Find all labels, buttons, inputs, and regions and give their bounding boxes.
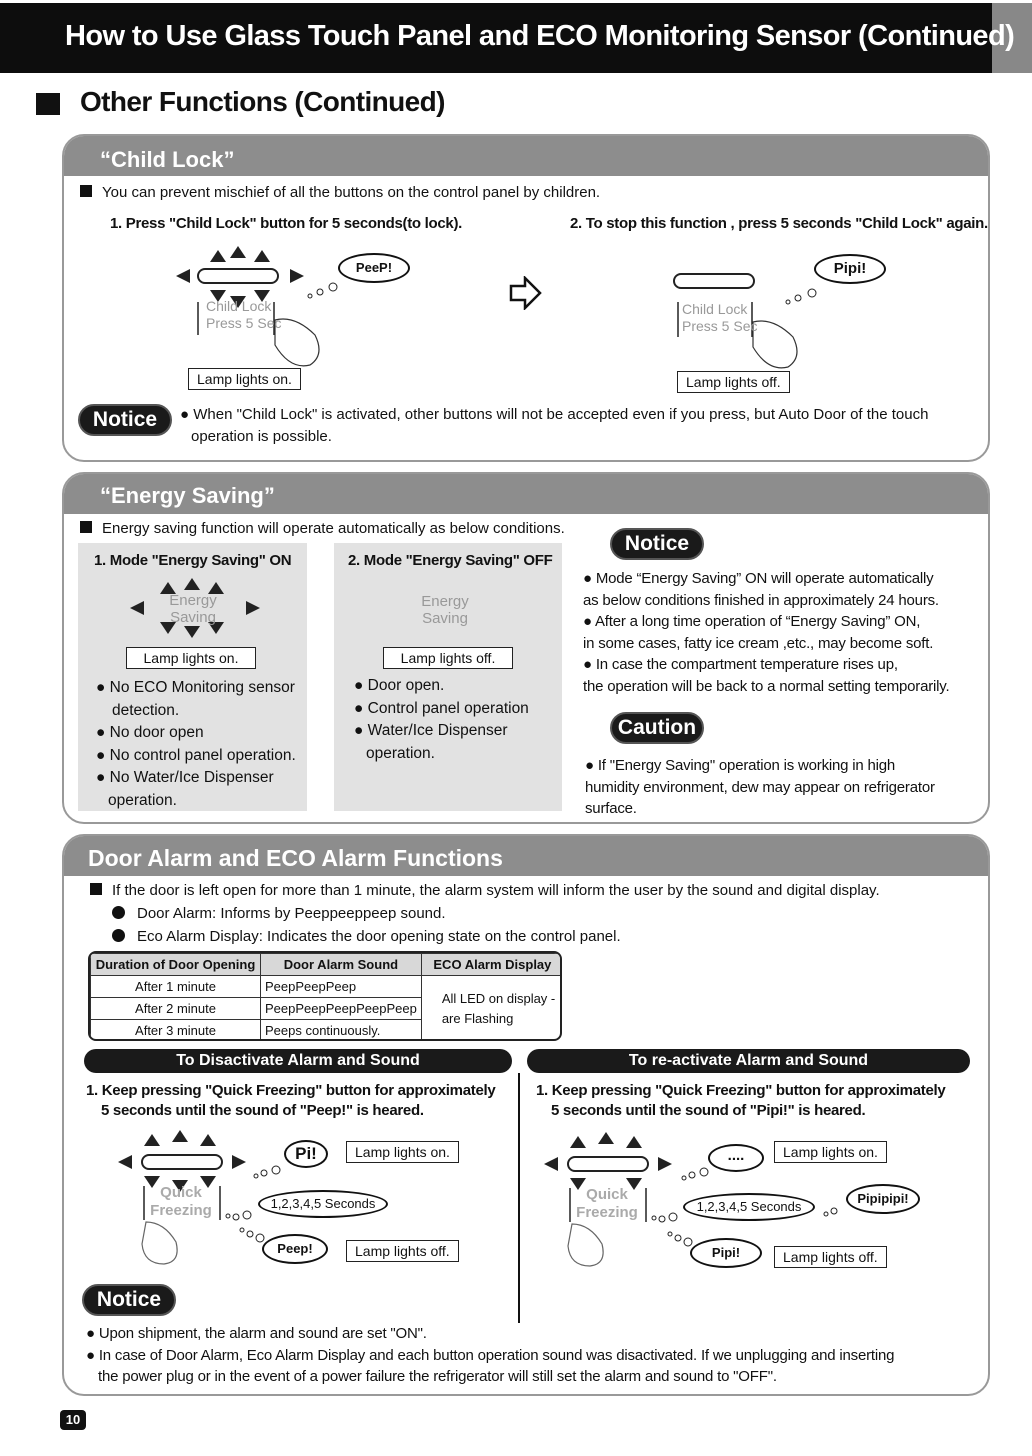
- energy-notice-badge: Notice: [610, 528, 704, 560]
- reactivate-title-bar: To re-activate Alarm and Sound: [527, 1049, 970, 1073]
- deactivate-step-line1: 1. Keep pressing "Quick Freezing" button for approximately: [86, 1082, 496, 1099]
- sound-bubble-silent: ....: [708, 1144, 764, 1172]
- energy-off-title: 2. Mode "Energy Saving" OFF: [348, 552, 553, 569]
- sound-bubble-pipi-right: Pipi!: [690, 1238, 762, 1268]
- alarm-table: [88, 951, 562, 1041]
- sound-bubble-pipipipi: Pipipipi!: [846, 1184, 920, 1214]
- energy-off-conditions: ● Door open. ● Control panel operation ● Water/Ice Dispenser operation.: [354, 677, 529, 762]
- table-header-display: ECO Alarm Display: [421, 954, 562, 976]
- child-lock-step1: 1. Press "Child Lock" button for 5 seconds(to lock).: [110, 215, 463, 232]
- child-lock-step2: 2. To stop this function , press 5 seconds "Child Lock" again.: [570, 215, 988, 232]
- reactivate-step-line1: 1. Keep pressing "Quick Freezing" button for approximately: [536, 1082, 946, 1099]
- table-header-duration: Duration of Door Opening: [91, 954, 261, 976]
- energy-on-icon-label: Energy Saving: [169, 592, 217, 626]
- energy-lamp-on: Lamp lights on.: [126, 647, 256, 669]
- seconds-bubble-right: 1,2,3,4,5 Seconds: [683, 1193, 815, 1221]
- child-lock-heading: “Child Lock”: [64, 136, 988, 176]
- reactivate-step-line2: 5 seconds until the sound of "Pipi!" is heared.: [551, 1102, 866, 1119]
- right-lamp-on: Lamp lights on.: [774, 1141, 887, 1163]
- energy-notice-text: ● Mode “Energy Saving” ON will operate automatically as below conditions finished in approximately 24 hours. ● After a long time operation of “Energy Saving” ON, in some cases, fatty ice cream ,etc., may become soft. ● In case the compartment temperature rises up, the operation will be back to a normal setting temporarily.: [583, 570, 950, 695]
- lamp-on-label: Lamp lights on.: [188, 368, 301, 390]
- sound-bubble-peep: PeeP!: [338, 253, 410, 283]
- column-divider: [518, 1073, 520, 1323]
- alarm-intro: If the door is left open for more than 1 minute, the alarm system will inform the user by the sound and digital display.: [90, 882, 880, 899]
- energy-lamp-off: Lamp lights off.: [383, 647, 513, 669]
- table-row: After 3 minute Peeps continuously.: [91, 1020, 563, 1042]
- quick-freezing-label-right: Quick Freezing: [576, 1186, 638, 1221]
- child-lock-button-label-2: Child Lock Press 5 Sec: [682, 301, 758, 334]
- child-lock-notice-line2: operation is possible.: [191, 428, 332, 445]
- quick-freezing-label-left: Quick Freezing: [150, 1184, 212, 1219]
- energy-off-icon-label: Energy Saving: [421, 593, 469, 627]
- alarm-notice-badge: Notice: [82, 1284, 176, 1316]
- caution-text: ● If "Energy Saving" operation is working in high humidity environment, dew may appear on refrigerator surface.: [585, 757, 935, 817]
- sound-bubble-pi: Pi!: [284, 1140, 328, 1168]
- sound-bubble-peep-left: Peep!: [262, 1234, 328, 1264]
- alarm-notice-text: ● Upon shipment, the alarm and sound are set "ON". ● In case of Door Alarm, Eco Alarm Display and each button operation sound was disactivated. If we unplugging and inserting the power plug or in the event of a power failure the refrigerator will still set the alarm and sound to "OFF".: [86, 1325, 895, 1385]
- left-lamp-on: Lamp lights on.: [346, 1141, 459, 1163]
- sound-bubble-pipi: Pipi!: [814, 254, 886, 284]
- energy-on-conditions: ● No ECO Monitoring sensor detection. ● No door open ● No control panel operation. ● No Water/Ice Dispenser operation.: [96, 679, 296, 809]
- deactivate-step-line2: 5 seconds until the sound of "Peep!" is heared.: [101, 1102, 424, 1119]
- child-lock-notice-line1: ● When "Child Lock" is activated, other buttons will not be accepted even if you press, but Auto Door of the touch: [180, 406, 929, 423]
- bubble-trail-dots-right: [650, 1162, 850, 1252]
- arrow-right-icon: [508, 276, 542, 310]
- energy-intro: Energy saving function will operate automatically as below conditions.: [80, 520, 565, 537]
- lamp-off-label: Lamp lights off.: [677, 371, 790, 393]
- seconds-bubble-left: 1,2,3,4,5 Seconds: [258, 1190, 388, 1218]
- section-title: Other Functions (Continued): [80, 86, 445, 117]
- section-bullet: [36, 93, 60, 115]
- door-alarm-heading: Door Alarm and ECO Alarm Functions: [64, 836, 988, 876]
- left-lamp-off: Lamp lights off.: [346, 1240, 459, 1262]
- bubble-trail-dots-left: [222, 1160, 282, 1250]
- alarm-item-door: Door Alarm: Informs by Peeppeeppeep sound.: [112, 905, 446, 922]
- deactivate-title-bar: To Disactivate Alarm and Sound: [84, 1049, 512, 1073]
- page-number: 10: [60, 1410, 86, 1430]
- child-lock-button-label: Child Lock Press 5 Sec: [206, 298, 282, 331]
- table-header-sound: Door Alarm Sound: [261, 954, 422, 976]
- page-title: How to Use Glass Touch Panel and ECO Monitoring Sensor (Continued): [65, 20, 1015, 52]
- alarm-item-eco: Eco Alarm Display: Indicates the door opening state on the control panel.: [112, 928, 621, 945]
- right-lamp-off: Lamp lights off.: [774, 1246, 887, 1268]
- caution-badge: Caution: [610, 712, 704, 744]
- table-row: After 2 minute PeepPeepPeepPeepPeep: [91, 998, 563, 1020]
- child-lock-intro: You can prevent mischief of all the buttons on the control panel by children.: [80, 184, 600, 201]
- notice-badge: Notice: [78, 404, 172, 436]
- energy-saving-heading: “Energy Saving”: [64, 474, 988, 514]
- energy-on-title: 1. Mode "Energy Saving" ON: [94, 552, 292, 569]
- table-row: After 1 minute PeepPeepPeep All LED on display - are Flashing: [91, 976, 563, 998]
